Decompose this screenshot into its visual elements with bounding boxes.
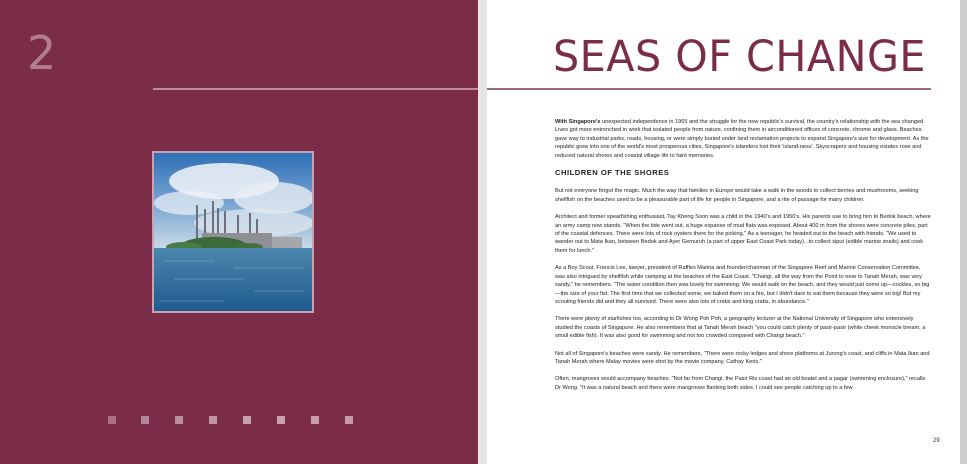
decorative-square	[175, 416, 183, 424]
decorative-square	[209, 416, 217, 424]
body-paragraph: There were plenty of starfishes too, according to Dr Wong Poh Poh, a geography lecturer at the National University of Singapore who extensively studied the coasts of Singapore. He also remembers that at Tanah Merah beach "you could catch plenty of pasir-pasir (white cheek monocle bream, a small edible fish). It was also good for swimming and not too crowded compared with Changi beach."	[555, 316, 926, 340]
horizontal-rule	[153, 88, 478, 90]
decorative-square	[108, 416, 116, 424]
body-paragraph: Architect and former spearfishing enthusiast, Tay Kheng Soon was a child in the 1940's and 1950's. His parents use to bring him to Bedok beach, where an army camp now stands. "When the tide went out, a huge expanse of mud flats was exposed. About 400 m from the shores were concrete piles, part of the coastal defences. There were lots of rock oysters there for the picking." As a teenager, he headed out to the beach with friends. "We used to wander out to Mata Ikan, between Bedok and Ayer Gemuruh (a part of upper East Coast Park today)...to collect siput (edible marine snails) and cook them for lunch."	[555, 214, 931, 254]
body-paragraph: Often, mangroves would accompany beaches. "Not far from Changi, the Pasir Ris coast had an old boatel and a pagar (swimming enclosure)," recalls Dr Wong. "It was a natural beach and there were mangroves flanking both sides. I could see people catching up to a few	[555, 376, 926, 391]
industrial-shore-photo	[154, 153, 312, 311]
horizontal-rule	[487, 88, 931, 90]
body-paragraph: As a Boy Scout, Francis Lee, lawyer, president of Raffles Marina and founder/chairman of the Singapore Reef and Marine Conservation Committee, was also intrigued by shellfish while camping at the beaches of the East Coast. "Changi, all the way from the Point to near to Tanah Merah, was very sandy," he remembers. "The water condition then was lovely for swimming. We would walk on the beach, and they would just come up—cockles, so big—the size of your fist. The first time that we collected some, we baked them on a fire, but I didn't dare to eat them because they were so big! But my scouting friends did and they all survived. There were also lots of crabs and king crabs, in abundance."	[555, 265, 930, 305]
decorative-square	[311, 416, 319, 424]
page-edge	[960, 0, 967, 464]
right-page	[487, 0, 967, 464]
chapter-title: SEAS OF CHANGE	[553, 32, 926, 82]
intro-paragraph	[555, 118, 931, 160]
section-heading: CHILDREN OF THE SHORES	[555, 168, 670, 178]
body-paragraph: Not all of Singapore's beaches were sandy. He remembers, "There were rocky ledges and shore platforms at Jurong's coast, and cliffs in Mata Ikan and Tanah Merah where Malay movies were shot by the movie company, Cathay Keris."	[555, 350, 930, 365]
decorative-square	[345, 416, 353, 424]
left-page	[0, 0, 478, 464]
chapter-number: 2	[27, 26, 57, 80]
page-number: 29	[933, 438, 940, 444]
decorative-square	[141, 416, 149, 424]
book-spine	[478, 0, 487, 464]
intro-lead: With Singapore's	[555, 119, 601, 125]
intro-text: unexpected independence in 1965 and the struggle for the new republic's survival, the country's relationship with the sea changed. Lives got more entrenched in work that isolated people from nature, confining them in airconditioned offices of concrete, chrome and glass. Beaches gave way to industrial parks, roads, housing, or were simply buried under land reclamation projects to expand Singapore's size for development. As the republic grew into one of the world's most prosperous cities, Singapore's islanders lost their 'island-ness'. Skyscrapers and housing estates rose and reduced natural shores and coastal village life to faint memories.	[555, 119, 929, 159]
body-text	[555, 118, 931, 401]
decorative-square	[243, 416, 251, 424]
decorative-square	[277, 416, 285, 424]
body-paragraph: But not everyone forgot the magic. Much the way that families in Europe would take a walk in the woods to collect berries and mushrooms, seeking shellfish on the beaches used to be a pleasurable part of life for people in Singapore, and a rite of passage for many children.	[555, 188, 919, 203]
